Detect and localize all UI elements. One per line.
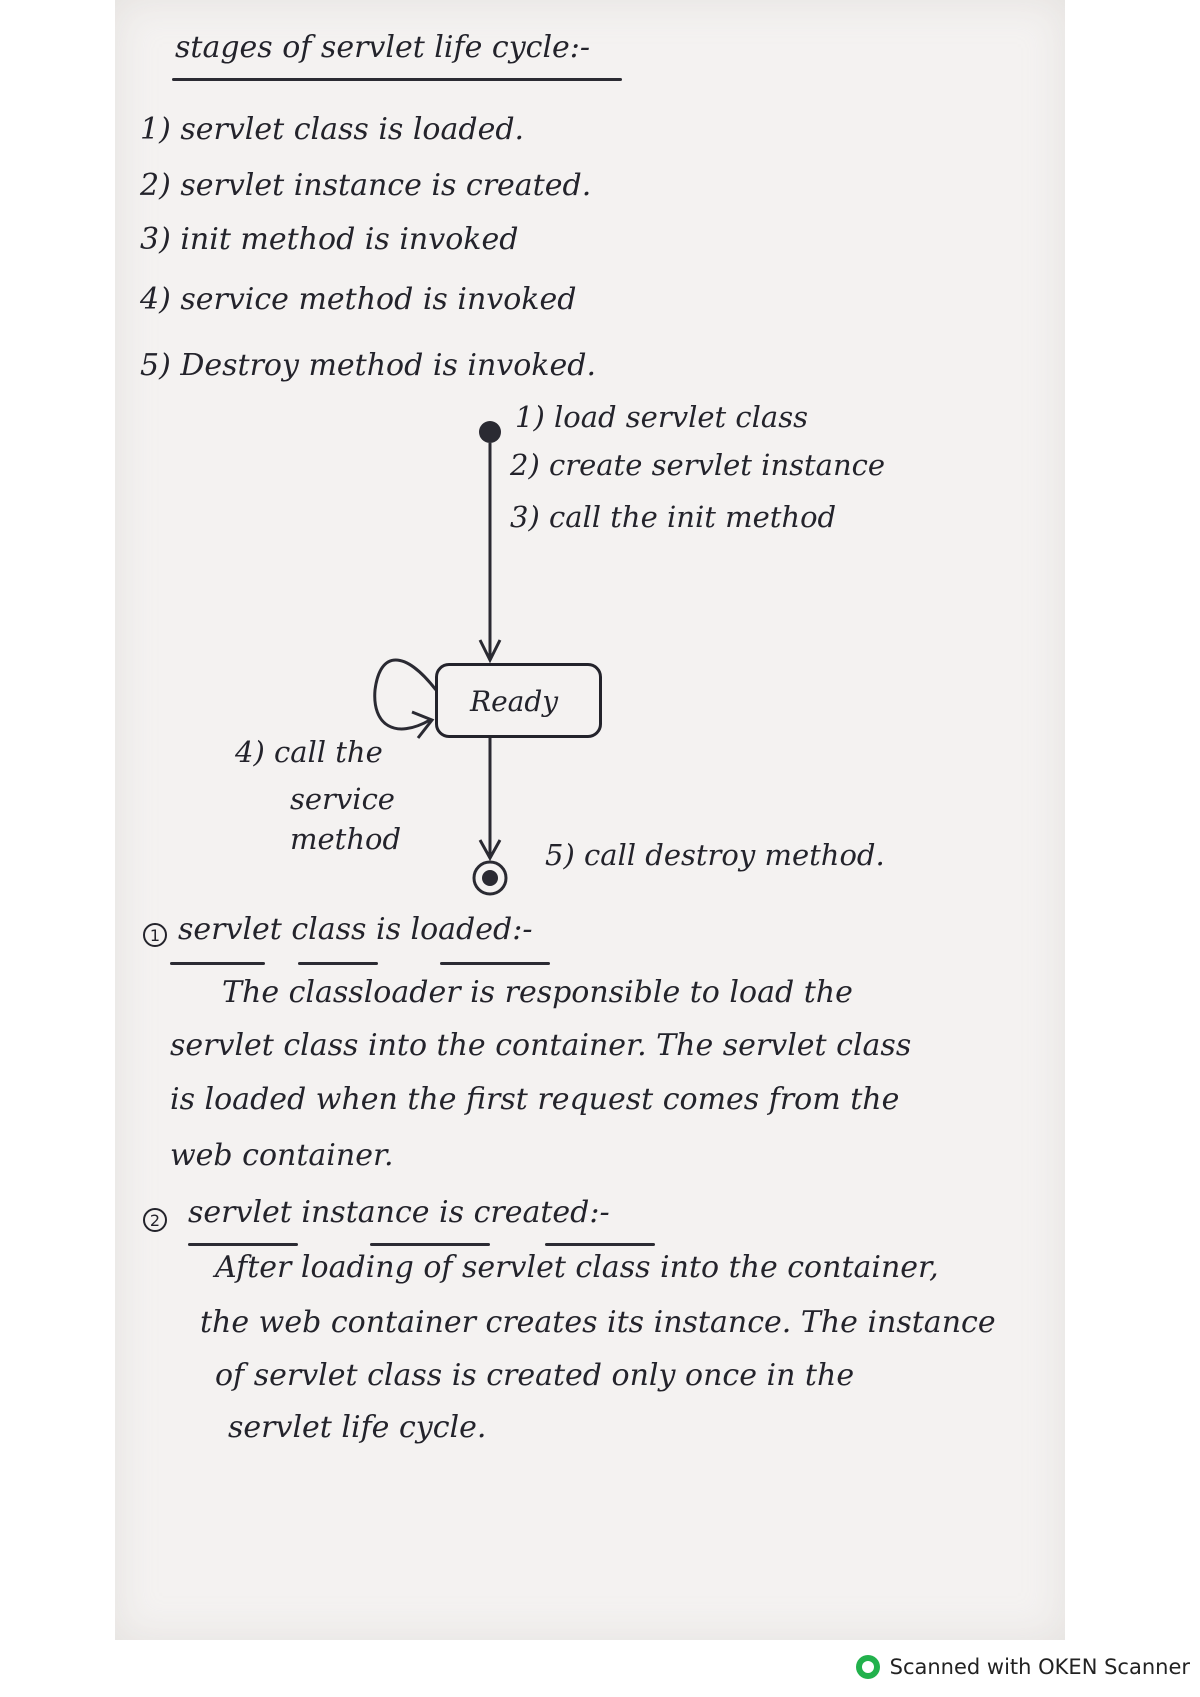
- destroy-note: 5) call destroy method.: [545, 838, 885, 872]
- section-title-underline: [545, 1243, 655, 1246]
- section-title-underline: [298, 962, 378, 965]
- page-heading: stages of servlet life cycle:-: [175, 30, 591, 65]
- section-line: servlet class into the container. The servlet class: [170, 1028, 912, 1063]
- section-line: the web container creates its instance. The instance: [200, 1305, 996, 1340]
- scanner-logo-icon: [856, 1655, 880, 1679]
- section-title-underline: [370, 1243, 490, 1246]
- stage-item: 4) service method is invoked: [140, 282, 577, 317]
- section-title-underline: [188, 1243, 298, 1246]
- section-title: servlet class is loaded:-: [178, 912, 533, 947]
- end-node-inner: [482, 870, 498, 886]
- stage-item: 2) servlet instance is created.: [140, 168, 592, 203]
- section-number: 2: [143, 1208, 167, 1232]
- stage-item: 5) Destroy method is invoked.: [140, 348, 596, 383]
- section-line: After loading of servlet class into the container,: [215, 1250, 939, 1285]
- section-number: 1: [143, 923, 167, 947]
- service-note: method: [290, 822, 402, 856]
- stage-item: 1) servlet class is loaded.: [140, 112, 525, 147]
- ready-state-label: Ready: [470, 685, 559, 718]
- start-step: 1) load servlet class: [515, 400, 808, 434]
- section-line: of servlet class is created only once in the: [215, 1358, 855, 1393]
- scanner-watermark: [856, 1655, 1190, 1679]
- section-line: servlet life cycle.: [228, 1410, 487, 1445]
- service-note: 4) call the: [235, 735, 383, 769]
- section-title-underline: [440, 962, 550, 965]
- section-title-underline: [170, 962, 265, 965]
- service-note: service: [290, 782, 395, 816]
- watermark-text: Scanned with OKEN Scanner: [889, 1655, 1190, 1679]
- section-title: servlet instance is created:-: [188, 1195, 610, 1230]
- start-step: 3) call the init method: [510, 500, 837, 534]
- section-line: web container.: [170, 1138, 394, 1173]
- section-line: The classloader is responsible to load the: [222, 975, 853, 1010]
- start-step: 2) create servlet instance: [510, 448, 886, 482]
- section-line: is loaded when the first request comes from the: [170, 1082, 900, 1117]
- start-node: [479, 421, 501, 443]
- stage-item: 3) init method is invoked: [140, 222, 519, 257]
